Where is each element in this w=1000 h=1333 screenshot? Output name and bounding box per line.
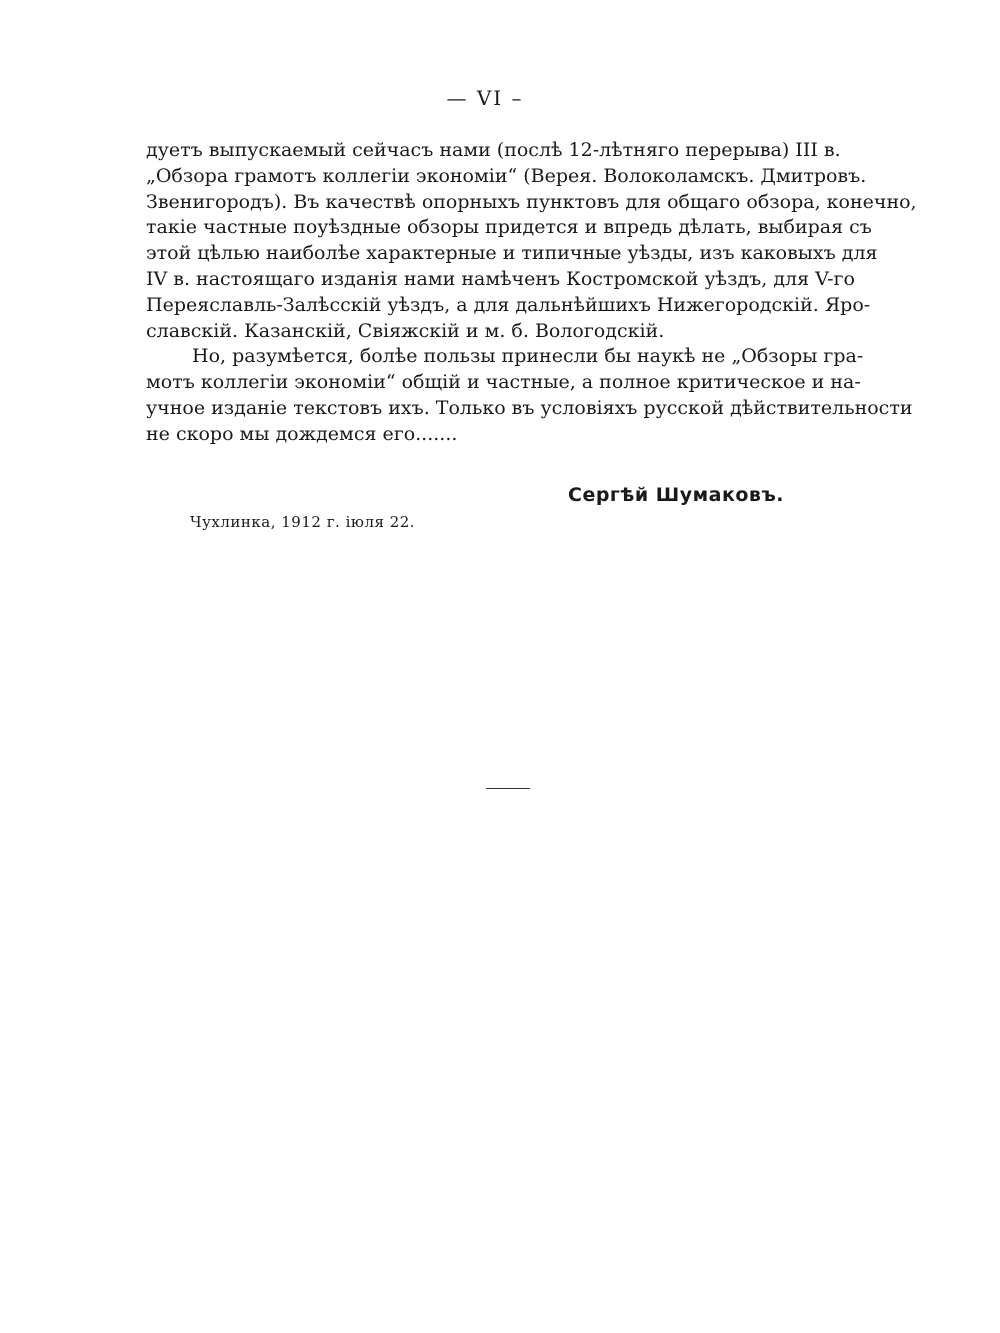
text-line: славскій. Казанскій, Свіяжскій и м. б. Вологодскій. <box>146 319 665 342</box>
text-line: учное изданіе текстовъ ихъ. Только въ условіяхъ русской дѣйствительности <box>146 396 913 419</box>
paragraph-2 <box>146 344 913 447</box>
text-line: мотъ коллегіи экономіи“ общій и частные, а полное критическое и на- <box>146 371 861 394</box>
body-text <box>146 138 917 448</box>
text-line: Звенигородъ). Въ качествѣ опорныхъ пунктовъ для общаго обзора, конечно, <box>146 190 917 213</box>
text-line: дуетъ выпускаемый сейчасъ нами (послѣ 12-лѣтняго перерыва) III в. <box>146 139 841 161</box>
page-number: — VI – <box>446 86 524 110</box>
end-divider <box>486 788 530 789</box>
text-line: Переяславль-Залѣсскій уѣздъ, а для дальнѣйшихъ Нижегородскій. Яро- <box>146 293 871 316</box>
text-line: Но, разумѣется, болѣе пользы принесли бы наукѣ не „Обзоры гра- <box>192 345 864 368</box>
text-line: этой цѣлью наиболѣе характерные и типичные уѣзды, изъ каковыхъ для <box>146 242 878 265</box>
paragraph-1 <box>146 138 917 344</box>
text-line: не скоро мы дождемся его....... <box>146 422 458 445</box>
text-line: IV в. настоящаго изданія нами намѣченъ Костромской уѣздъ, для V-го <box>146 267 855 290</box>
text-line: такіе частные поуѣздные обзоры придется и впредь дѣлать, выбирая съ <box>146 216 872 239</box>
author-signature: Сергѣй Шумаковъ. <box>568 484 784 506</box>
place-date: Чухлинка, 1912 г. іюля 22. <box>190 513 416 531</box>
text-line: „Обзора грамотъ коллегіи экономіи“ (Верея. Волоколамскъ. Дмитровъ. <box>146 164 867 187</box>
